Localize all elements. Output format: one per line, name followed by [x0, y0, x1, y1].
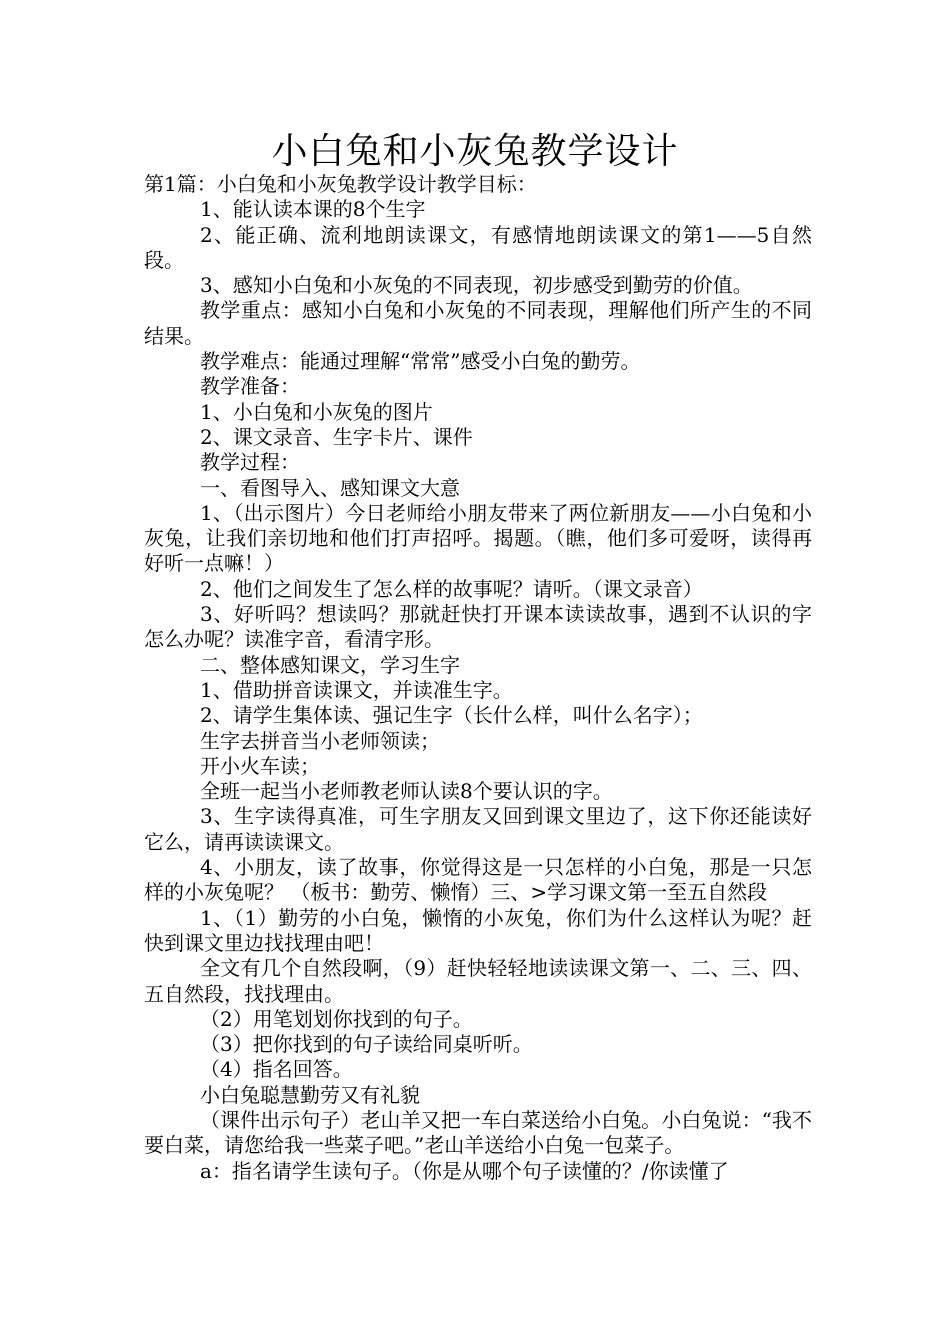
paragraph: 3、生字读得真准，可生字朋友又回到课文里边了，这下你还能读好它么，请再读读课文。: [144, 804, 812, 854]
paragraph: 教学难点：能通过理解“常常”感受小白兔的勤劳。: [200, 349, 641, 374]
paragraph: 2、能正确、流利地朗读课文，有感情地朗读课文的第1——5自然段。: [144, 222, 812, 272]
paragraph: 1、（1）勤劳的小白兔，懒惰的小灰兔，你们为什么这样认为呢？赶快到课文里边找找理由吧！: [144, 905, 812, 955]
paragraph: 开小火车读；: [200, 753, 320, 778]
paragraph: a：指名请学生读句子。（你是从哪个句子读懂的？/你读懂了: [200, 1158, 729, 1183]
paragraph: 3、感知小白兔和小灰兔的不同表现，初步感受到勤劳的价值。: [200, 273, 753, 298]
paragraph: （2）用笔划划你找到的句子。: [200, 1006, 473, 1031]
paragraph: 全文有几个自然段啊，（9）赶快轻轻地读读课文第一、二、三、四、五自然段，找找理由。: [144, 956, 812, 1006]
document-body: [144, 172, 812, 1184]
paragraph: 1、能认读本课的8个生字: [200, 197, 426, 222]
paragraph: 一、看图导入、感知课文大意: [200, 475, 460, 500]
paragraph: 1、（出示图片）今日老师给小朋友带来了两位新朋友——小白兔和小灰兔，让我们亲切地和他们打声招呼。揭题。（瞧，他们多可爱呀，读得再好听一点嘛！）: [144, 500, 812, 576]
paragraph: 4、小朋友，读了故事，你觉得这是一只怎样的小白兔，那是一只怎样的小灰兔呢？ （板书：勤劳、懒惰）三、>学习课文第一至五自然段: [144, 855, 812, 905]
paragraph: 生字去拼音当小老师领读；: [200, 728, 440, 753]
paragraph: 第1篇：小白兔和小灰兔教学设计教学目标：: [144, 172, 537, 196]
paragraph: 教学准备：: [200, 374, 300, 399]
paragraph: 2、他们之间发生了怎么样的故事呢？请听。（课文录音）: [200, 576, 703, 601]
paragraph: 教学重点：感知小白兔和小灰兔的不同表现，理解他们所产生的不同结果。: [144, 298, 812, 348]
paragraph: 1、小白兔和小灰兔的图片: [200, 399, 433, 424]
paragraph: 教学过程：: [200, 450, 300, 475]
paragraph: （3）把你找到的句子读给同桌听听。: [200, 1032, 533, 1057]
paragraph: 小白兔聪慧勤劳又有礼貌: [200, 1082, 420, 1107]
document-title: 小白兔和小灰兔教学设计: [271, 131, 679, 172]
paragraph: （课件出示句子）老山羊又把一车白菜送给小白兔。小白兔说：“我不要白菜，请您给我一些菜子吧。”老山羊送给小白兔一包菜子。: [144, 1107, 812, 1158]
paragraph: 二、整体感知课文，学习生字: [200, 652, 460, 677]
paragraph: 1、借助拼音读课文，并读准生字。: [200, 677, 513, 702]
paragraph: 2、请学生集体读、强记生字（长什么样，叫什么名字）；: [200, 703, 703, 728]
paragraph: 全班一起当小老师教老师认读8个要认识的字。: [200, 779, 613, 804]
paragraph: （4）指名回答。: [200, 1057, 353, 1082]
paragraph: 2、课文录音、生字卡片、课件: [200, 424, 473, 449]
paragraph: 3、好听吗？想读吗？那就赶快打开课本读读故事，遇到不认识的字怎么办呢？读准字音，看清字形。: [144, 602, 812, 652]
